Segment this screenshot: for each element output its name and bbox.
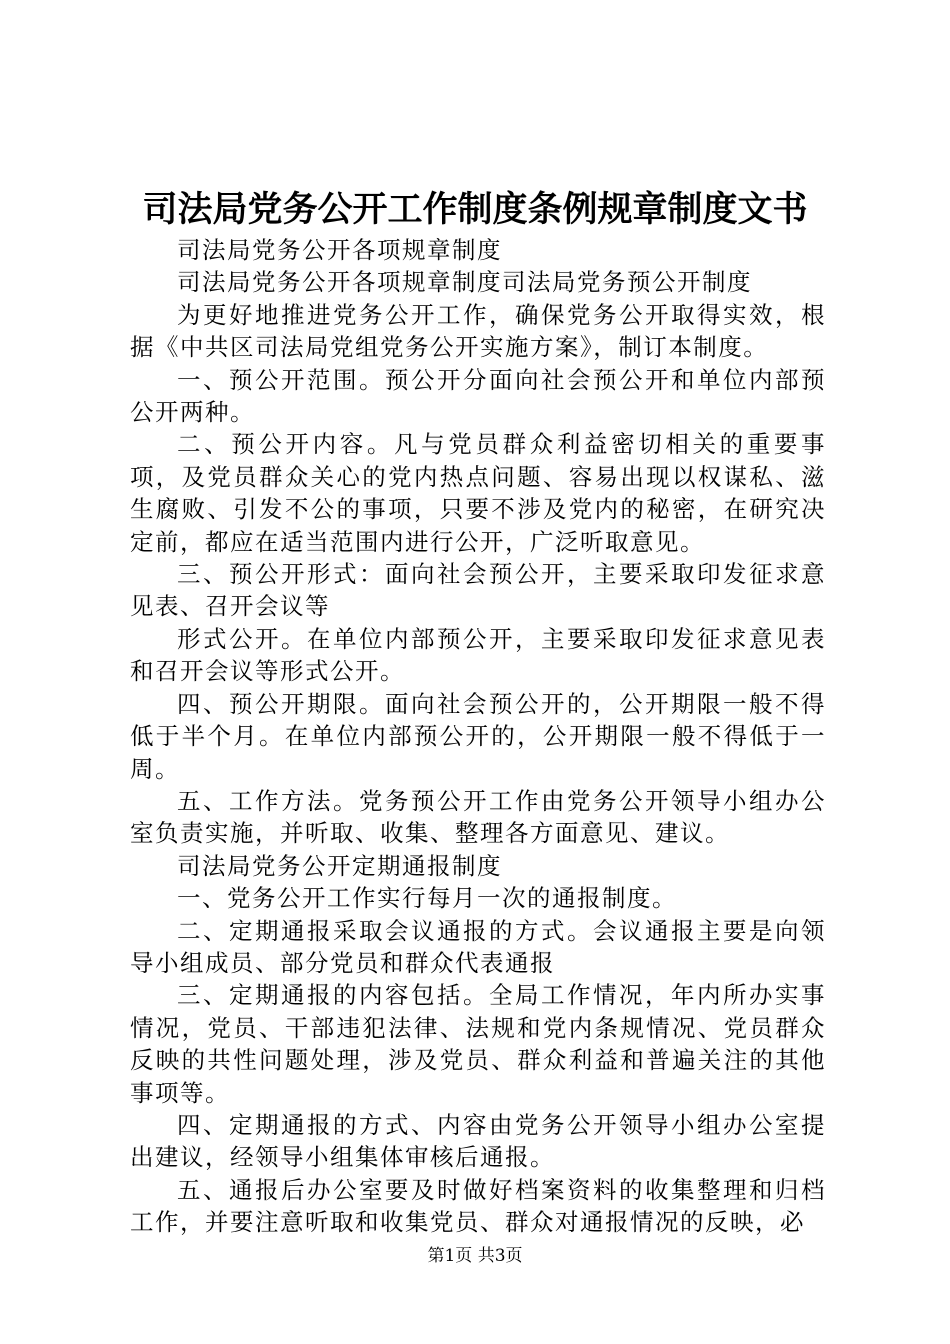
paragraph: 为更好地推进党务公开工作，确保党务公开取得实效，根据《中共区司法局党组党务公开实施方案》，制订本制度。 xyxy=(130,300,826,362)
paragraph: 四、预公开期限。面向社会预公开的，公开期限一般不得低于半个月。在单位内部预公开的，公开期限一般不得低于一周。 xyxy=(130,689,826,783)
document-body xyxy=(130,234,826,1239)
paragraph: 一、党务公开工作实行每月一次的通报制度。 xyxy=(177,884,677,913)
paragraph: 四、定期通报的方式、内容由党务公开领导小组办公室提出建议，经领导小组集体审核后通报。 xyxy=(130,1110,826,1172)
paragraph: 一、预公开范围。预公开分面向社会预公开和单位内部预公开两种。 xyxy=(130,365,826,427)
paragraph: 司法局党务公开定期通报制度 xyxy=(177,851,502,880)
page-number-footer: 第1页 共3页 xyxy=(427,1246,523,1266)
paragraph: 形式公开。在单位内部预公开，主要采取印发征求意见表和召开会议等形式公开。 xyxy=(130,624,826,686)
paragraph: 五、通报后办公室要及时做好档案资料的收集整理和归档工作，并要注意听取和收集党员、群众对通报情况的反映，必 xyxy=(130,1175,826,1237)
paragraph: 司法局党务公开各项规章制度 xyxy=(177,236,502,264)
paragraph: 司法局党务公开各项规章制度司法局党务预公开制度 xyxy=(177,268,752,297)
paragraph: 二、定期通报采取会议通报的方式。会议通报主要是向领导小组成员、部分党员和群众代表通报 xyxy=(130,916,826,977)
paragraph: 三、预公开形式：面向社会预公开，主要采取印发征求意见表、召开会议等 xyxy=(130,560,826,621)
paragraph: 三、定期通报的内容包括。全局工作情况，年内所办实事情况，党员、干部违犯法律、法规和党内条规情况、党员群众反映的共性问题处理，涉及党员、群众利益和普遍关注的其他事项等。 xyxy=(130,981,826,1107)
paragraph: 二、预公开内容。凡与党员群众利益密切相关的重要事项，及党员群众关心的党内热点问题、容易出现以权谋私、滋生腐败、引发不公的事项，只要不涉及党内的秘密，在研究决定前，都应在适当范围内进行公开，广泛听取意见。 xyxy=(130,430,826,556)
paragraph: 五、工作方法。党务预公开工作由党务公开领导小组办公室负责实施，并听取、收集、整理各方面意见、建议。 xyxy=(130,786,826,848)
document-title: 司法局党务公开工作制度条例规章制度文书 xyxy=(142,189,808,230)
